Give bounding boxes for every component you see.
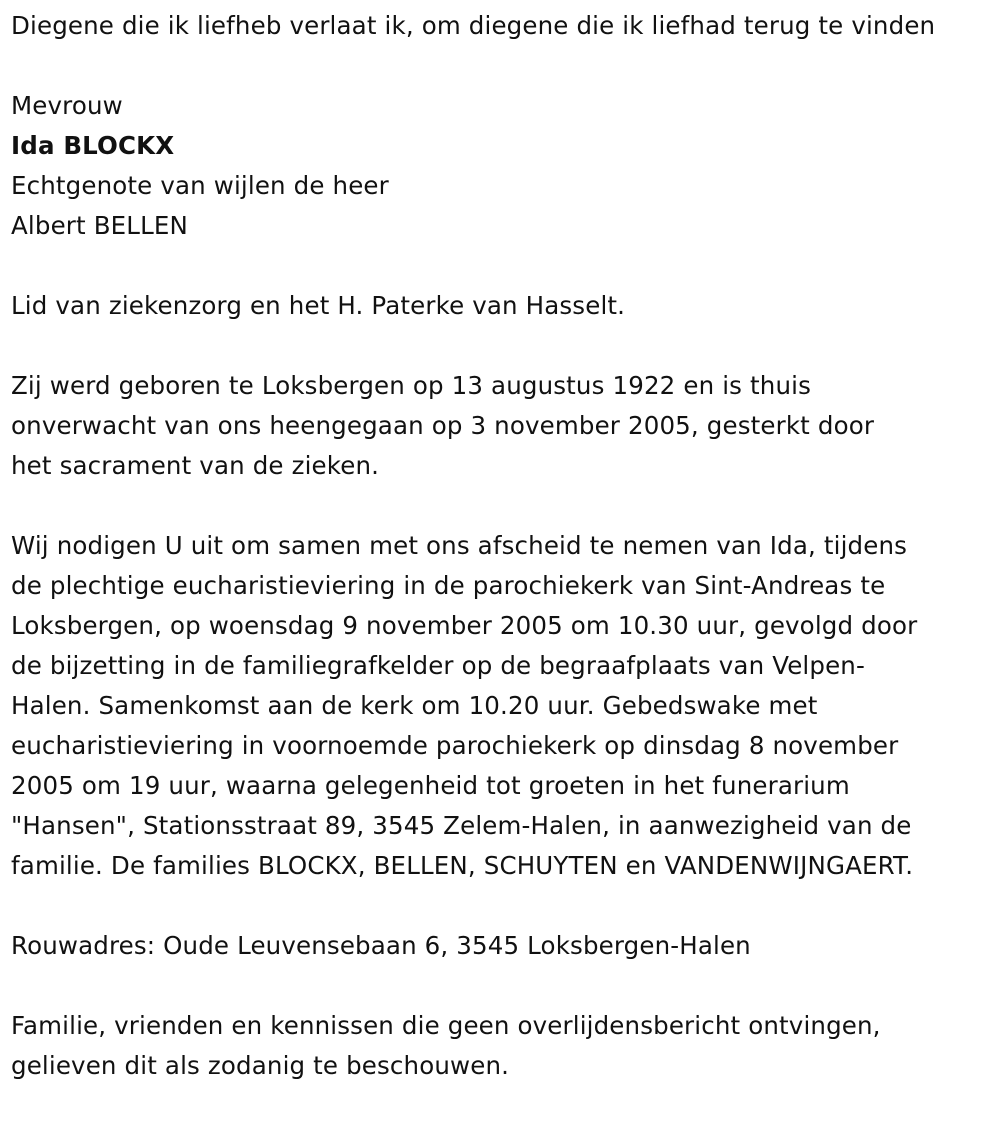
membership — [11, 286, 996, 326]
text-line: het sacrament van de zieken. — [11, 451, 380, 480]
spacer — [11, 486, 996, 526]
text-line: "Hansen", Stationsstraat 89, 3545 Zelem-Halen, in aanwezigheid van de — [11, 811, 912, 840]
deceased-name: Ida BLOCKX — [11, 131, 175, 160]
spacer — [11, 886, 996, 926]
spacer — [11, 46, 996, 86]
text-line: 2005 om 19 uur, waarna gelegenheid tot groeten in het funerarium — [11, 771, 850, 800]
motto — [11, 6, 996, 46]
relation: Echtgenote van wijlen de heer — [11, 171, 389, 200]
text-line: Halen. Samenkomst aan de kerk om 10.20 uur. Gebedswake met — [11, 691, 818, 720]
text-line: eucharistieviering in voornoemde parochiekerk op dinsdag 8 november — [11, 731, 899, 760]
text-line: familie. De families BLOCKX, BELLEN, SCHUYTEN en VANDENWIJNGAERT. — [11, 851, 914, 880]
address-paragraph — [11, 926, 996, 966]
spacer — [11, 966, 996, 1006]
text-line: Wij nodigen U uit om samen met ons afscheid te nemen van Ida, tijdens — [11, 531, 908, 560]
text-line: onverwacht van ons heengegaan op 3 november 2005, gesterkt door — [11, 411, 875, 440]
text-line: gelieven dit als zodanig te beschouwen. — [11, 1051, 510, 1080]
membership-line: Lid van ziekenzorg en het H. Paterke van Hasselt. — [11, 291, 626, 320]
text-line: Familie, vrienden en kennissen die geen overlijdensbericht ontvingen, — [11, 1011, 881, 1040]
obituary-text — [11, 6, 996, 1086]
spacer — [11, 326, 996, 366]
spouse-name: Albert BELLEN — [11, 211, 189, 240]
birth-death-paragraph — [11, 366, 996, 486]
motto-line: Diegene die ik liefheb verlaat ik, om diegene die ik liefhad terug te vinden — [11, 11, 936, 40]
deceased-block — [11, 86, 996, 246]
mourning-address: Rouwadres: Oude Leuvensebaan 6, 3545 Loksbergen-Halen — [11, 931, 751, 960]
text-line: Loksbergen, op woensdag 9 november 2005 om 10.30 uur, gevolgd door — [11, 611, 918, 640]
text-line: de bijzetting in de familiegrafkelder op de begraafplaats van Velpen- — [11, 651, 865, 680]
invitation-paragraph — [11, 526, 996, 886]
salutation: Mevrouw — [11, 91, 123, 120]
closing-paragraph — [11, 1006, 996, 1086]
text-line: Zij werd geboren te Loksbergen op 13 augustus 1922 en is thuis — [11, 371, 811, 400]
text-line: de plechtige eucharistieviering in de parochiekerk van Sint-Andreas te — [11, 571, 886, 600]
spacer — [11, 246, 996, 286]
